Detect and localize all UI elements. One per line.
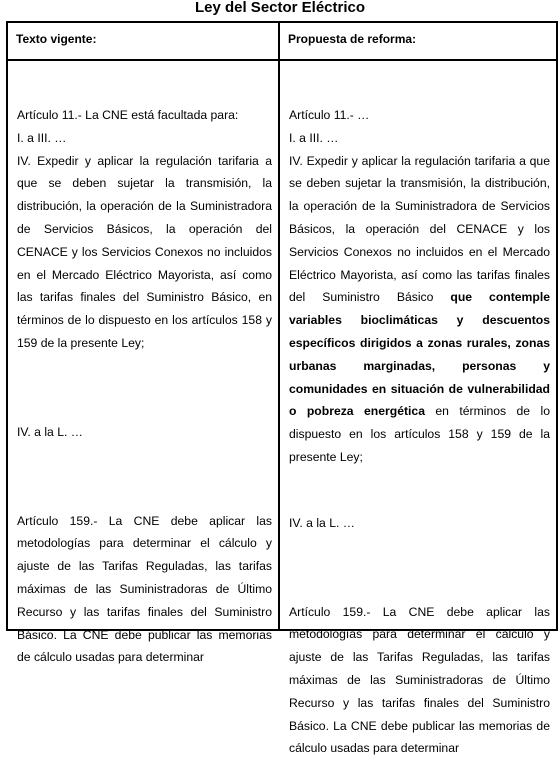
left-art159: Artículo 159.- La CNE debe aplicar las metodologías para determinar el cálculo y ajuste de las Tarifas Reguladas, las tarifas máximas de las Suministradoras de Último Recurso y las tarifas finales del Suministro Básico. La CNE debe publicar las memorias de cálculo usadas para determinar [17, 513, 272, 665]
comparison-table [6, 21, 558, 756]
current-text-header: Texto vigente: [8, 23, 278, 61]
right-art11-fraction-iv-part1: IV. Expedir y aplicar la regulación tarifaria a que se deben sujetar la transmisión, la distribución, la operación de la Suministradora de Servicios Básicos, la operación del CENACE y los Servicios Conexos no incluidos en el Mercado Eléctrico Mayorista, así como las tarifas finales del Suministro Básico [289, 153, 550, 305]
right-art11-fraction-iv-part2: en términos de lo dispuesto en los artículos 158 y 159 de la presente Ley; [289, 404, 550, 464]
document-title: Ley del Sector Eléctrico [194, 0, 366, 16]
right-art11-fraction-iv [289, 150, 550, 469]
proposed-reform-column [280, 23, 556, 756]
left-art11-items-range: I. a III. … [17, 130, 67, 145]
right-art159: Artículo 159.- La CNE debe aplicar las metodologías para determinar el cálculo y ajuste de las Tarifas Reguladas, las tarifas máximas de las Suministradoras de Último Recurso y las tarifas finales del Suministro Básico. La CNE debe publicar las memorias de cálculo usadas para determinar [289, 604, 550, 756]
left-art11-heading: Artículo 11.- La CNE está facultada para: [17, 108, 239, 122]
right-art11-heading: Artículo 11.- … [289, 108, 370, 122]
current-text-body [8, 61, 278, 665]
proposed-reform-header: Propuesta de reforma: [280, 23, 556, 61]
left-art11-fraction-iv: IV. Expedir y aplicar la regulación tarifaria a que se deben sujetar la transmisión, la distribución, la operación de la Suministradora de Servicios Básicos, la operación del CENACE y los Servicios Conexos no incluidos en el Mercado Eléctrico Mayorista, así como las tarifas finales del Suministro Básico, en términos de lo dispuesto en los artículos 158 y 159 de la presente Ley; [17, 153, 272, 350]
right-art11-items-range: I. a III. … [289, 130, 339, 145]
current-text-column [8, 23, 280, 665]
proposed-reform-body [280, 61, 556, 756]
right-art11-fraction-iv-reform: que contemple variables bioclimáticas y descuentos específicos dirigidos a zonas rurales, zonas urbanas marginadas, personas y comunidades en situación de vulnerabilidad o pobreza energética [289, 290, 551, 419]
left-art11-rest: IV. a la L. … [17, 424, 83, 439]
right-art11-rest: IV. a la L. … [289, 515, 355, 530]
